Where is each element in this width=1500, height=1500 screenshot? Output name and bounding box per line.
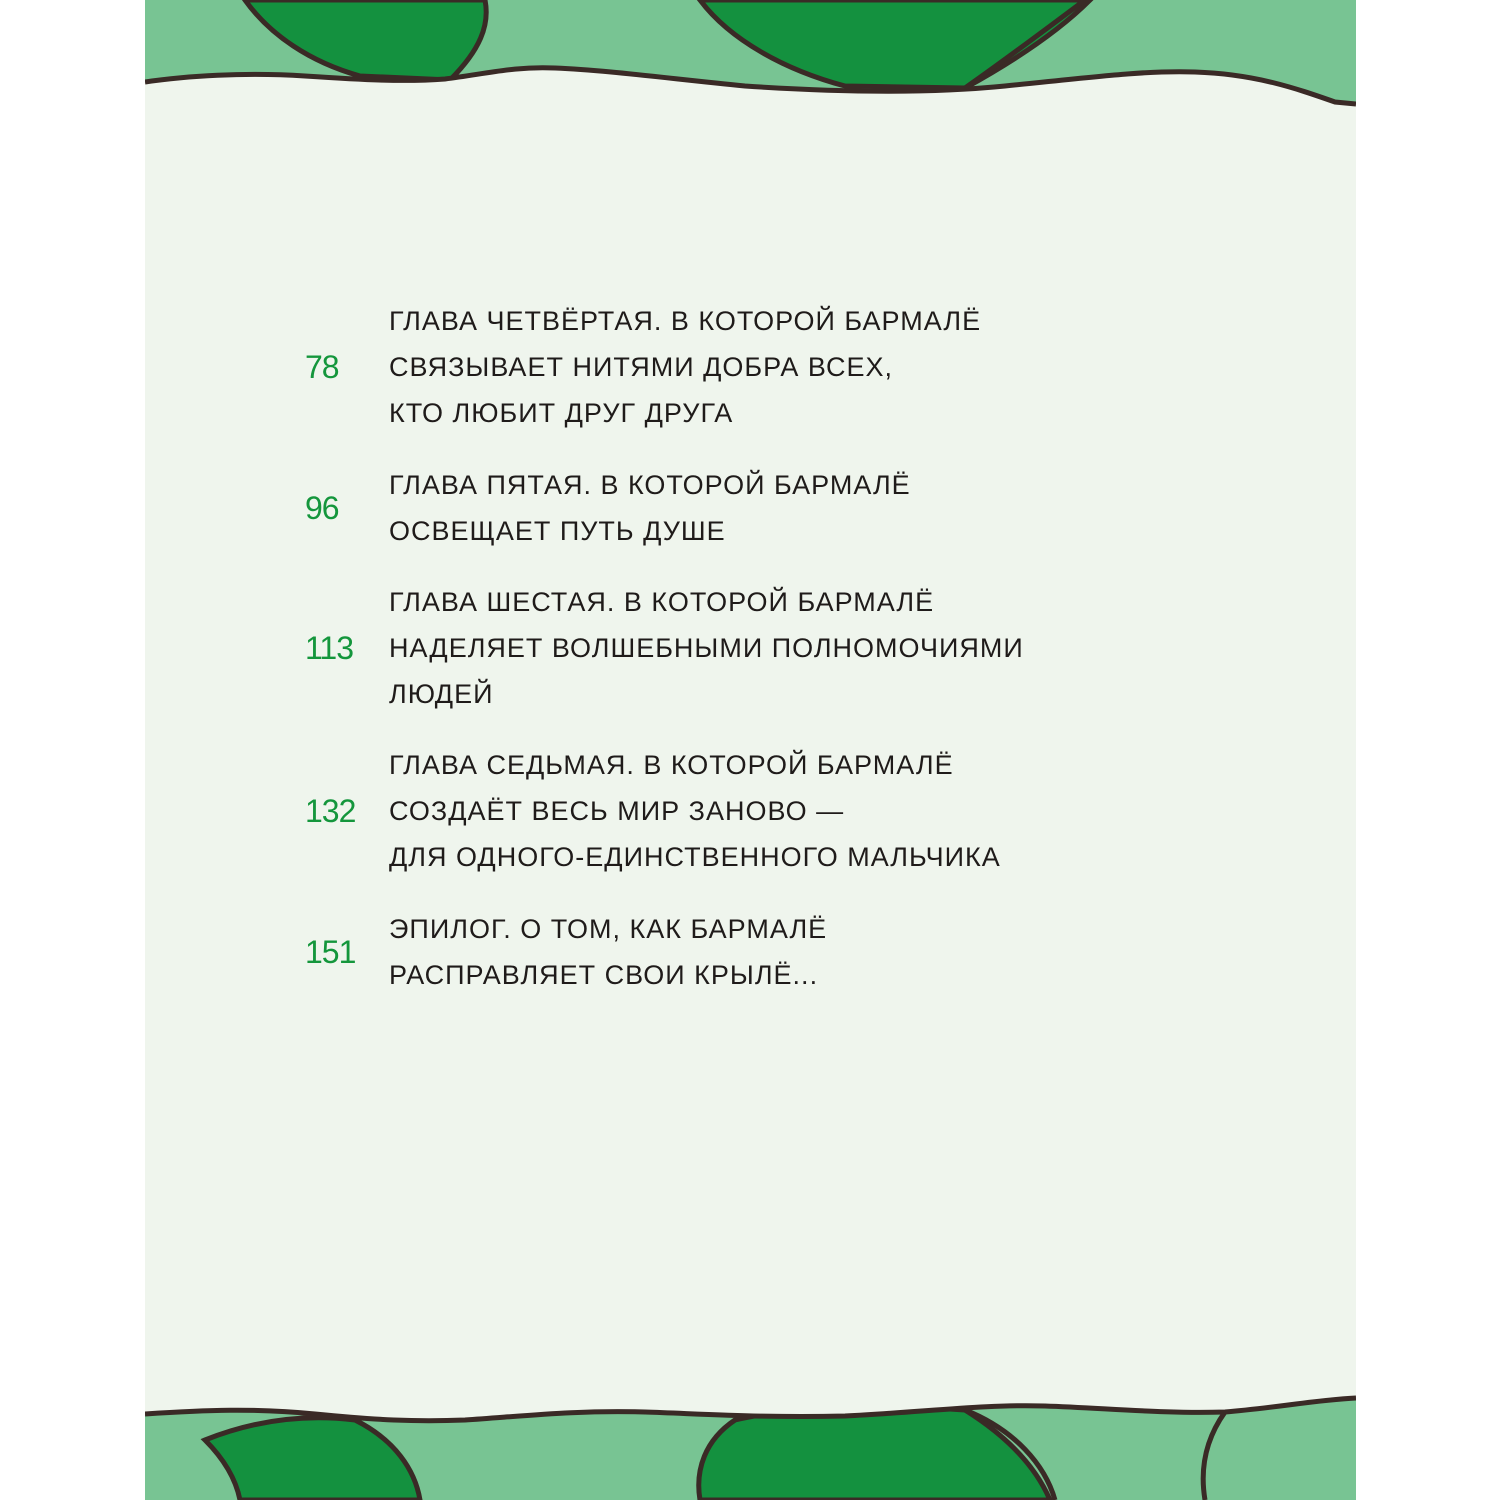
chapter-title-line-1: ГЛАВА СЕДЬМАЯ. В КОТОРОЙ БАРМАЛЁ — [389, 750, 954, 780]
chapter-title-line-2: СВЯЗЫВАЕТ НИТЯМИ ДОБРА ВСЕХ, — [389, 352, 893, 382]
page-number: 113 — [305, 630, 354, 666]
bottom-leaf-border — [145, 1380, 1356, 1500]
book-page — [145, 0, 1356, 1500]
chapter-title-line-1: ГЛАВА ЧЕТВЁРТАЯ. В КОТОРОЙ БАРМАЛЁ — [389, 306, 982, 336]
top-leaf-border — [145, 0, 1356, 120]
chapter-title-line-1: ГЛАВА ШЕСТАЯ. В КОТОРОЙ БАРМАЛЁ — [389, 587, 935, 617]
chapter-title-line-3: КТО ЛЮБИТ ДРУГ ДРУГА — [389, 398, 734, 428]
chapter-title-line-3: ДЛЯ ОДНОГО-ЕДИНСТВЕННОГО МАЛЬЧИКА — [389, 842, 1001, 872]
page-number: 132 — [305, 793, 356, 829]
page-number: 151 — [305, 934, 356, 970]
chapter-title-line-3: ЛЮДЕЙ — [389, 679, 494, 709]
chapter-title-line-1: ЭПИЛОГ. О ТОМ, КАК БАРМАЛЁ — [389, 914, 828, 944]
chapter-title-line-1: ГЛАВА ПЯТАЯ. В КОТОРОЙ БАРМАЛЁ — [389, 470, 911, 500]
chapter-title-line-2: ОСВЕЩАЕТ ПУТЬ ДУШЕ — [389, 516, 726, 546]
chapter-title-line-2: СОЗДАЁТ ВЕСЬ МИР ЗАНОВО — — [389, 796, 845, 826]
page-number: 78 — [305, 349, 339, 385]
chapter-title-line-2: РАСПРАВЛЯЕТ СВОИ КРЫЛЁ... — [389, 960, 819, 990]
chapter-title-line-2: НАДЕЛЯЕТ ВОЛШЕБНЫМИ ПОЛНОМОЧИЯМИ — [389, 633, 1024, 663]
page-number: 96 — [305, 490, 339, 526]
